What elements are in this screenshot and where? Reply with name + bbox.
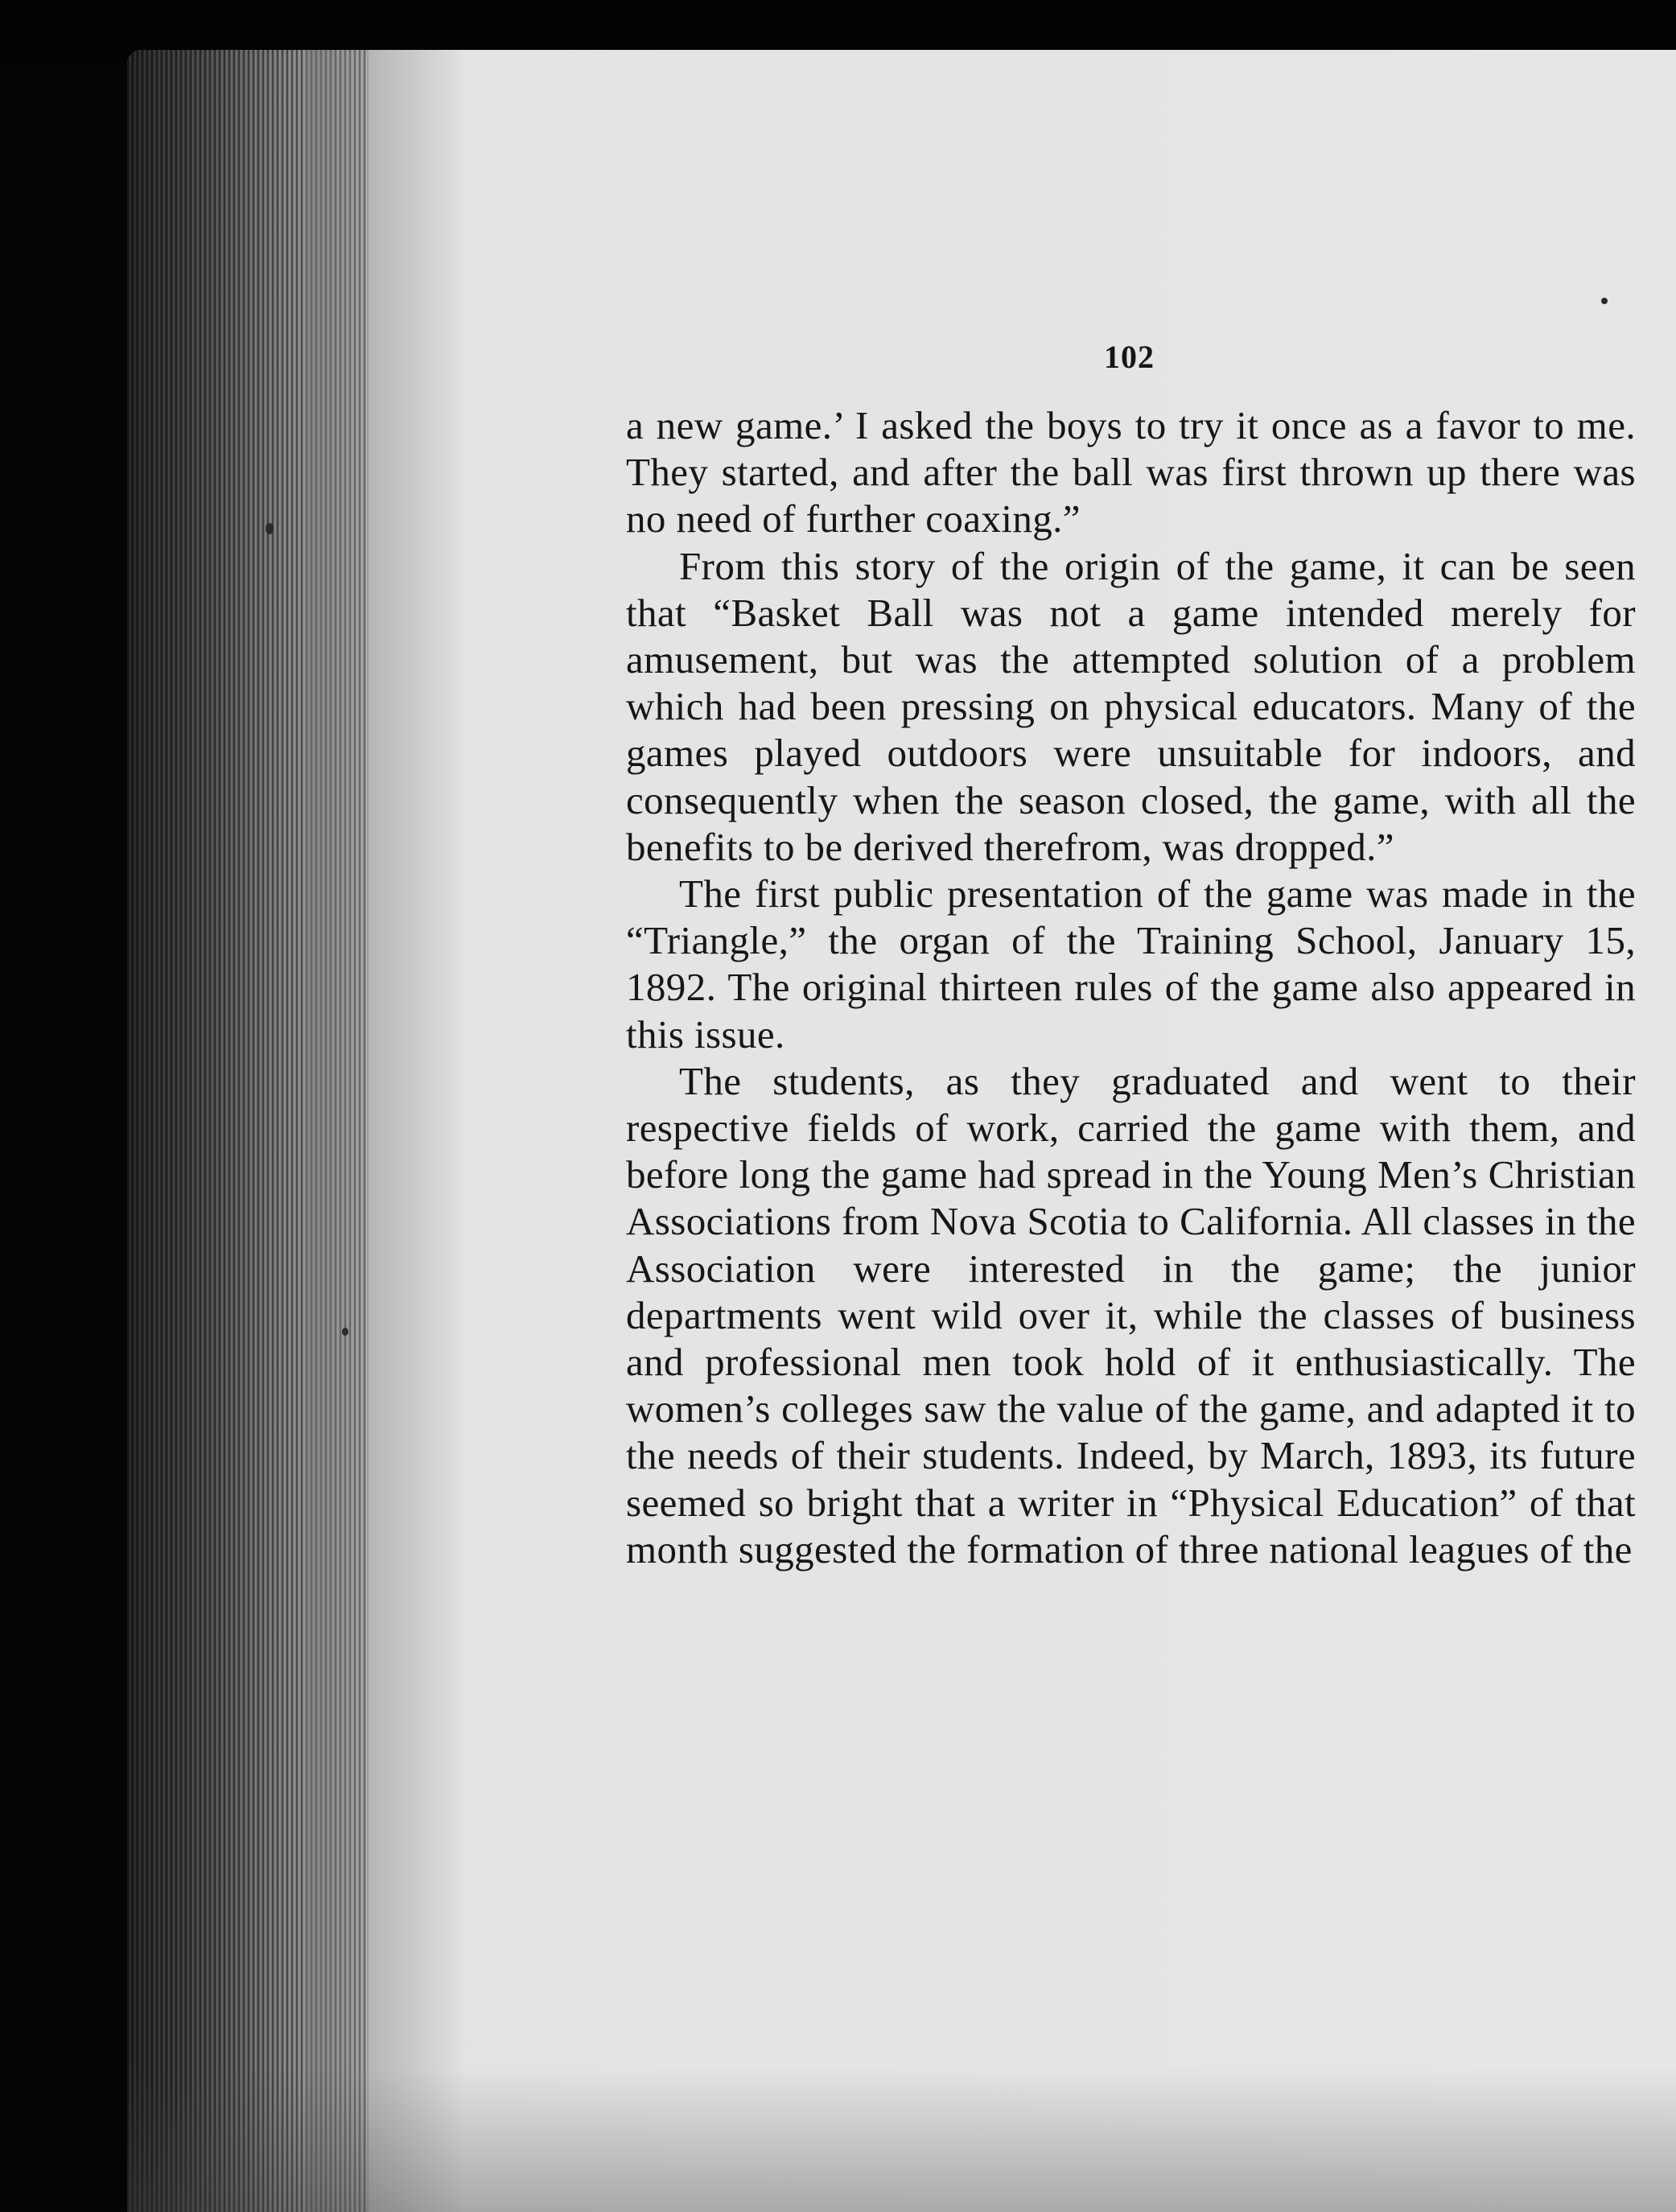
page-number: 102 (1104, 339, 1155, 375)
body-text (626, 402, 1636, 1573)
scan-speck (266, 523, 274, 534)
scan-speck (1601, 298, 1608, 304)
page-bottom-shadow (127, 2067, 1676, 2212)
paragraph-2: From this story of the origin of the game, it can be seen that “Basket Ball was not a game intended merely for amusement, but was the attempted solution of a problem which had been pressing on physical educators. Many of the games played outdoors were unsuitable for indoors, and consequently when the season closed, the game, with all the benefits to be derived therefrom, was dropped.” (626, 543, 1636, 869)
paragraph-4: The students, as they graduated and went to their respective fields of work, carried the game with them, and before long the game had spread in the Young Men’s Christian Associations from Nova Scotia to California. All classes in the Association were interested in the game; the junior departments went wild over it, while the classes of business and professional men took hold of it enthusiastically. The women’s colleges saw the value of the game, and adapted it to the needs of their students. Indeed, by March, 1893, its future seemed so bright that a writer in “Physical Education” of that month suggested the formation of three national leagues of the (626, 1058, 1636, 1571)
paragraph-3: The first public presentation of the game was made in the “Triangle,” the organ of the Training School, January 15, 1892. The original thirteen rules of the game also appeared in this issue. (626, 871, 1636, 1057)
paragraph-1: a new game.’ I asked the boys to try it once as a favor to me. They started, and after the ball was first thrown up there was no need of further coaxing.” (626, 403, 1636, 542)
scan-speck (342, 1328, 348, 1336)
gutter-shadow (306, 50, 467, 2212)
